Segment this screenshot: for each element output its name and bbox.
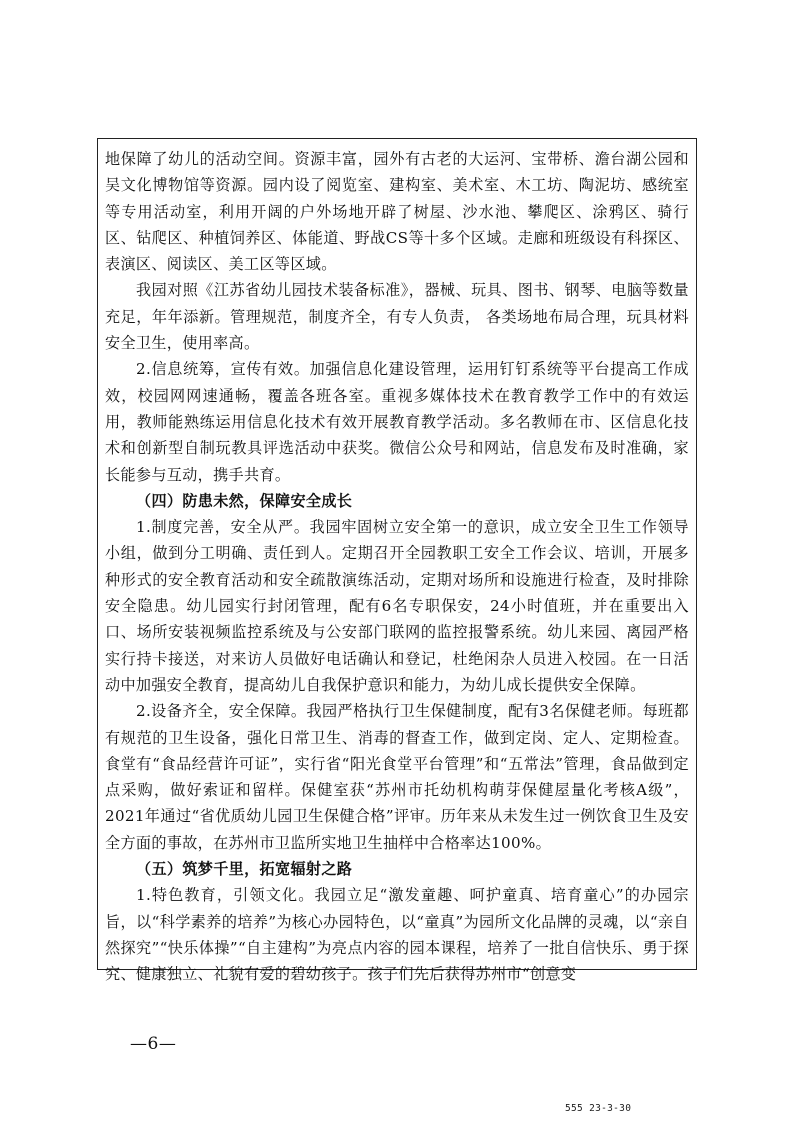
paragraph-facilities-continued: 地保障了幼儿的活动空间。资源丰富，园外有古老的大运河、宝带桥、澹台湖公园和吴文化博物馆等资源。园内设了阅览室、建构室、美术室、木工坊、陶泥坊、感统室等专用活动室，利用开阔的户外场地开辟了树屋、沙水池、攀爬区、涂鸦区、骑行区、钻爬区、种植饲养区、体能道、野战CS等十多个区域。走廊和班级设有科探区、表演区、阅读区、美工区等区域。: [105, 150, 689, 274]
paragraph-information-management: 2.信息统筹，宣传有效。加强信息化建设管理，运用钉钉系统等平台提高工作成效，校园网网速通畅，覆盖各班各室。重视多媒体技术在教育教学工作中的有效运用，教师能熟练运用信息化技术有效开展教育教学活动。多名教师在市、区信息化技术和创新型自制玩教具评选活动中获奖。微信公众号和网站，信息发布及时准确，家长能参与互动，携手共育。: [105, 360, 689, 484]
paragraph-health-equipment: 2.设备齐全，安全保障。我园严格执行卫生保健制度，配有3名保健老师。每班都有规范的卫生设备，强化日常卫生、消毒的督查工作，做到定岗、定人、定期检查。食堂有“食品经营许可证”，实行省“阳光食堂平台管理”和“五常法”管理，食品做到定点采购，做好索证和留样。保健室获“苏州市托幼机构萌芽保健屋量化考核A级”，2021年通过“省优质幼儿园卫生保健合格”评审。历年来从未发生过一例饮食卫生及安全方面的事故，在苏州市卫监所实地卫生抽样中合格率达100%。: [105, 702, 689, 852]
section-heading-safety: （四）防患未然，保障安全成长: [136, 491, 353, 510]
paragraph-safety-system: 1.制度完善，安全从严。我园牢固树立安全第一的意识，成立安全卫生工作领导小组，做到分工明确、责任到人。定期召开全园教职工安全工作会议、培训，开展多种形式的安全教育活动和安全疏散演练活动，定期对场所和设施进行检查，及时排除安全隐患。幼儿园实行封闭管理，配有6名专职保安，24小时值班，并在重要出入口、场所安装视频监控系统及与公安部门联网的监控报警系统。幼儿来园、离园严格实行持卡接送，对来访人员做好电话确认和登记，杜绝闲杂人员进入校园。在一日活动中加强安全教育，提高幼儿自我保护意识和能力，为幼儿成长提供安全保障。: [105, 518, 689, 694]
document-frame: [97, 138, 697, 984]
section-heading-outreach: （五）筑梦千里，拓宽辐射之路: [136, 860, 353, 879]
paragraph-equipment-standard: 我园对照《江苏省幼儿园技术装备标准》，器械、玩具、图书、钢琴、电脑等数量充足，年年添新。管理规范，制度齐全，有专人负责， 各类场地布局合理，玩具材料安全卫生，使用率高。: [105, 281, 689, 353]
page-number: —6—: [130, 1034, 177, 1054]
print-code: 555 23-3-30: [565, 1103, 632, 1114]
paragraph-featured-education: 1.特色教育，引领文化。我园立足“激发童趣、呵护童真、培育童心”的办园宗旨，以“科学素养的培养”为核心办园特色，以“童真”为园所文化品牌的灵魂，以“亲自然探究”“快乐体操”“自主建构”为亮点内容的园本课程，培养了一批自信快乐、勇于探究、健康独立、礼貌有爱的碧幼孩子。孩子们先后获得苏州市“创意变: [105, 886, 689, 984]
